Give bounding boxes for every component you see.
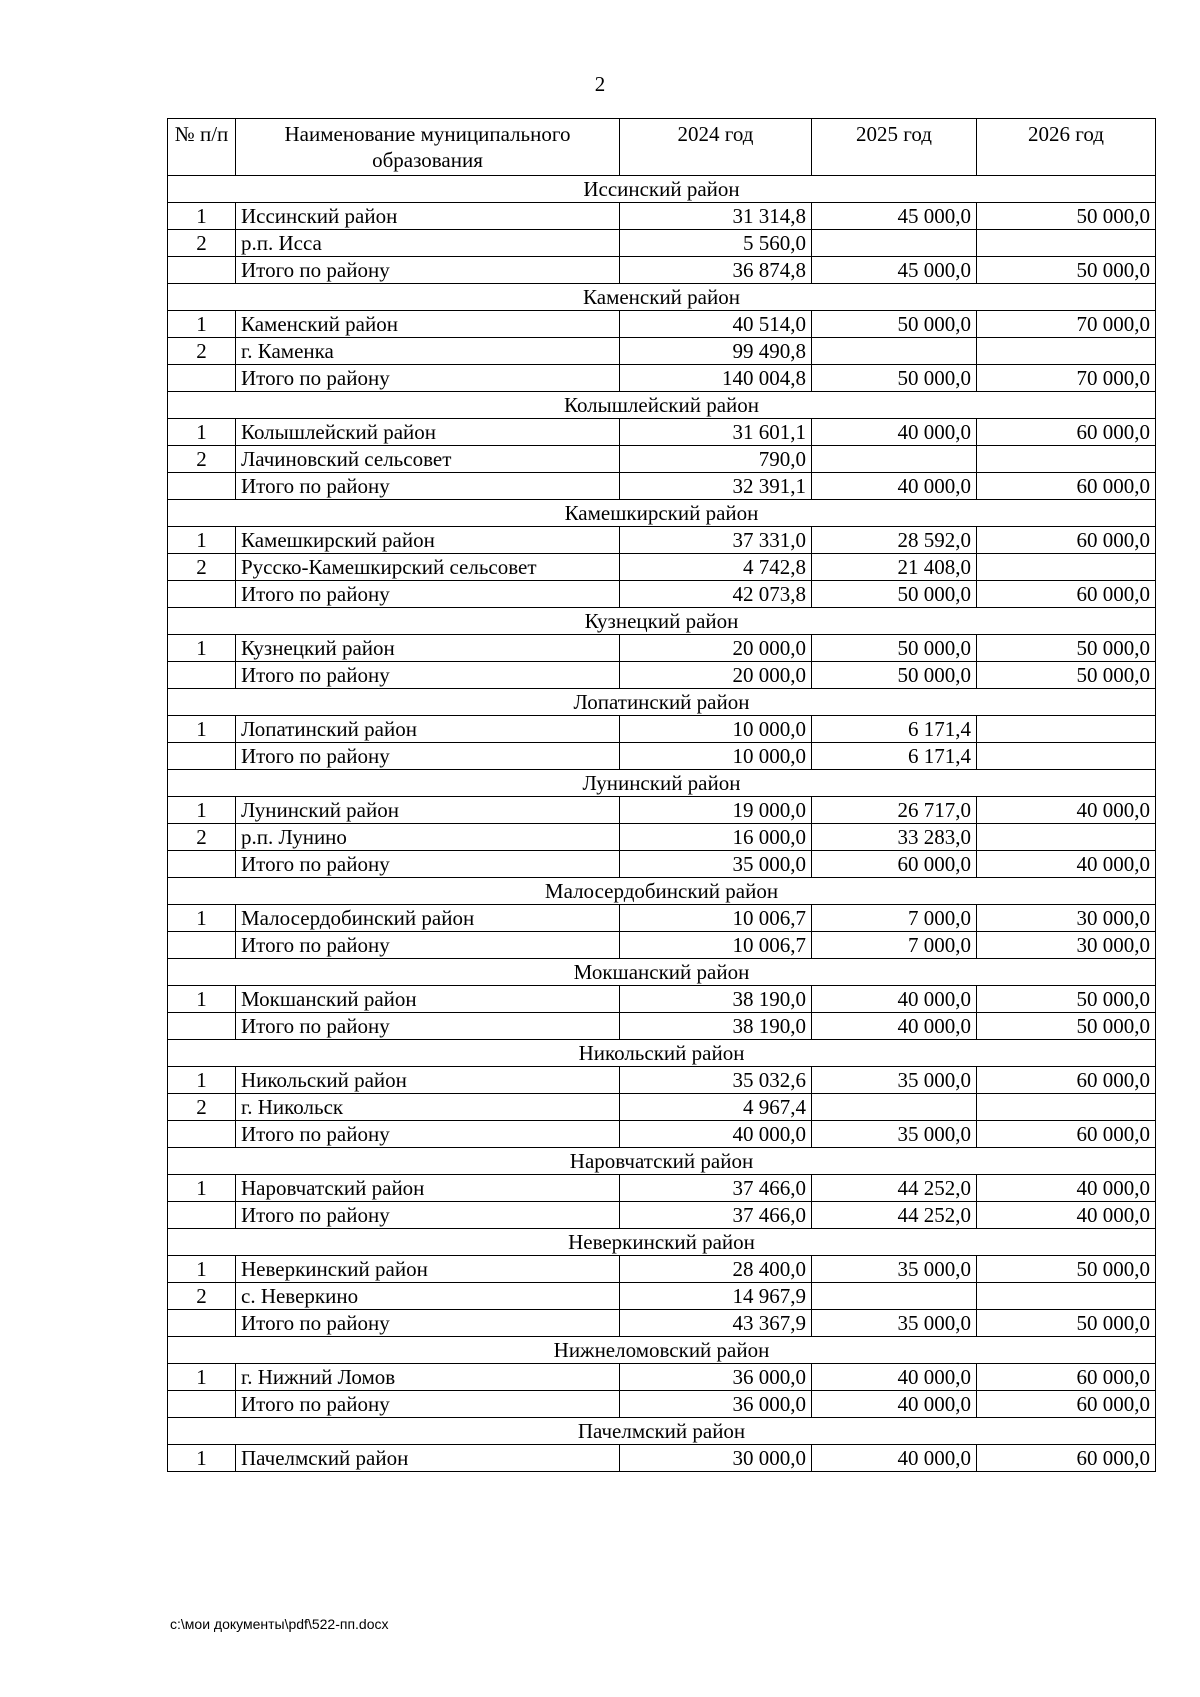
cell-y2024: 10 006,7 — [620, 905, 812, 932]
district-name: Лунинский район — [168, 770, 1156, 797]
cell-name: Наровчатский район — [236, 1175, 620, 1202]
cell-y2024: 35 032,6 — [620, 1067, 812, 1094]
cell-name: с. Неверкино — [236, 1283, 620, 1310]
cell-y2026: 50 000,0 — [977, 257, 1156, 284]
footer-file-path: c:\мои документы\pdf\522-пп.docx — [170, 1616, 389, 1632]
cell-y2026: 60 000,0 — [977, 527, 1156, 554]
table-row — [168, 230, 1156, 257]
cell-y2026: 50 000,0 — [977, 662, 1156, 689]
cell-y2026: 70 000,0 — [977, 311, 1156, 338]
cell-num: 2 — [168, 554, 236, 581]
cell-num: 2 — [168, 824, 236, 851]
cell-num: 1 — [168, 203, 236, 230]
cell-y2024: 40 514,0 — [620, 311, 812, 338]
cell-y2026: 60 000,0 — [977, 1364, 1156, 1391]
page-number: 2 — [594, 72, 606, 96]
cell-num — [168, 851, 236, 878]
header-2026: 2026 год — [977, 119, 1156, 176]
district-name: Мокшанский район — [168, 959, 1156, 986]
cell-y2026 — [977, 716, 1156, 743]
cell-y2024: 43 367,9 — [620, 1310, 812, 1337]
cell-num: 2 — [168, 1094, 236, 1121]
cell-name: Лопатинский район — [236, 716, 620, 743]
cell-name: р.п. Исса — [236, 230, 620, 257]
cell-y2024: 37 466,0 — [620, 1175, 812, 1202]
cell-y2026: 40 000,0 — [977, 1202, 1156, 1229]
cell-num: 1 — [168, 1175, 236, 1202]
total-row — [168, 257, 1156, 284]
cell-y2026: 60 000,0 — [977, 419, 1156, 446]
cell-y2025: 40 000,0 — [812, 1364, 977, 1391]
cell-y2025: 21 408,0 — [812, 554, 977, 581]
cell-y2026: 40 000,0 — [977, 851, 1156, 878]
cell-y2024: 99 490,8 — [620, 338, 812, 365]
cell-y2024: 19 000,0 — [620, 797, 812, 824]
cell-y2025: 7 000,0 — [812, 905, 977, 932]
table-row — [168, 203, 1156, 230]
cell-y2024: 35 000,0 — [620, 851, 812, 878]
table-row — [168, 905, 1156, 932]
district-name: Лопатинский район — [168, 689, 1156, 716]
cell-y2025: 44 252,0 — [812, 1202, 977, 1229]
district-name: Кузнецкий район — [168, 608, 1156, 635]
table-row — [168, 1094, 1156, 1121]
cell-y2026: 30 000,0 — [977, 905, 1156, 932]
cell-name: Мокшанский район — [236, 986, 620, 1013]
cell-y2024: 790,0 — [620, 446, 812, 473]
table-row — [168, 716, 1156, 743]
district-name: Неверкинский район — [168, 1229, 1156, 1256]
cell-y2025: 6 171,4 — [812, 743, 977, 770]
table-row — [168, 1175, 1156, 1202]
cell-num — [168, 473, 236, 500]
cell-y2026: 50 000,0 — [977, 1013, 1156, 1040]
cell-name: Неверкинский район — [236, 1256, 620, 1283]
cell-y2025: 50 000,0 — [812, 581, 977, 608]
cell-y2025: 45 000,0 — [812, 257, 977, 284]
cell-y2024: 20 000,0 — [620, 662, 812, 689]
header-num: № п/п — [168, 119, 236, 176]
cell-name: Малосердобинский район — [236, 905, 620, 932]
cell-name: Итого по району — [236, 1202, 620, 1229]
cell-y2024: 10 000,0 — [620, 743, 812, 770]
cell-y2024: 4 742,8 — [620, 554, 812, 581]
table-header — [168, 119, 1156, 176]
cell-y2026 — [977, 1094, 1156, 1121]
cell-y2024: 37 331,0 — [620, 527, 812, 554]
cell-num — [168, 365, 236, 392]
total-row — [168, 473, 1156, 500]
table-row — [168, 419, 1156, 446]
cell-num: 1 — [168, 419, 236, 446]
cell-name: Лачиновский сельсовет — [236, 446, 620, 473]
cell-num: 1 — [168, 986, 236, 1013]
cell-y2024: 28 400,0 — [620, 1256, 812, 1283]
cell-y2025 — [812, 338, 977, 365]
cell-y2024: 31 314,8 — [620, 203, 812, 230]
cell-y2025 — [812, 446, 977, 473]
cell-name: Итого по району — [236, 1013, 620, 1040]
district-header-row — [168, 500, 1156, 527]
cell-name: Иссинский район — [236, 203, 620, 230]
cell-y2024: 140 004,8 — [620, 365, 812, 392]
cell-y2026: 50 000,0 — [977, 203, 1156, 230]
cell-name: Итого по району — [236, 473, 620, 500]
table-row — [168, 1364, 1156, 1391]
total-row — [168, 932, 1156, 959]
cell-y2024: 31 601,1 — [620, 419, 812, 446]
cell-num — [168, 662, 236, 689]
cell-y2025: 7 000,0 — [812, 932, 977, 959]
header-2025: 2025 год — [812, 119, 977, 176]
total-row — [168, 1121, 1156, 1148]
cell-y2025: 40 000,0 — [812, 1391, 977, 1418]
cell-y2025 — [812, 1283, 977, 1310]
cell-y2024: 16 000,0 — [620, 824, 812, 851]
cell-y2025: 40 000,0 — [812, 419, 977, 446]
cell-y2024: 38 190,0 — [620, 1013, 812, 1040]
cell-y2025: 60 000,0 — [812, 851, 977, 878]
cell-y2026: 60 000,0 — [977, 1067, 1156, 1094]
cell-num — [168, 257, 236, 284]
cell-y2026 — [977, 1283, 1156, 1310]
total-row — [168, 1202, 1156, 1229]
total-row — [168, 1013, 1156, 1040]
cell-y2026 — [977, 824, 1156, 851]
cell-num: 1 — [168, 1445, 236, 1472]
cell-num — [168, 581, 236, 608]
cell-y2026 — [977, 338, 1156, 365]
district-name: Пачелмский район — [168, 1418, 1156, 1445]
cell-name: Итого по району — [236, 662, 620, 689]
total-row — [168, 365, 1156, 392]
cell-y2026: 50 000,0 — [977, 1310, 1156, 1337]
cell-name: г. Никольск — [236, 1094, 620, 1121]
district-header-row — [168, 1148, 1156, 1175]
cell-num: 2 — [168, 230, 236, 257]
cell-num: 1 — [168, 1364, 236, 1391]
total-row — [168, 581, 1156, 608]
cell-y2026 — [977, 230, 1156, 257]
district-name: Колышлейский район — [168, 392, 1156, 419]
cell-num: 1 — [168, 635, 236, 662]
cell-y2026: 30 000,0 — [977, 932, 1156, 959]
cell-num — [168, 1202, 236, 1229]
cell-y2024: 10 006,7 — [620, 932, 812, 959]
cell-y2025: 33 283,0 — [812, 824, 977, 851]
cell-y2025 — [812, 1094, 977, 1121]
cell-y2024: 32 391,1 — [620, 473, 812, 500]
cell-num: 2 — [168, 1283, 236, 1310]
cell-num — [168, 1310, 236, 1337]
cell-y2026: 60 000,0 — [977, 1445, 1156, 1472]
cell-name: р.п. Лунино — [236, 824, 620, 851]
district-header-row — [168, 959, 1156, 986]
district-header-row — [168, 1418, 1156, 1445]
cell-y2025: 50 000,0 — [812, 365, 977, 392]
cell-y2025: 50 000,0 — [812, 662, 977, 689]
cell-name: Итого по району — [236, 743, 620, 770]
district-header-row — [168, 608, 1156, 635]
cell-num: 1 — [168, 905, 236, 932]
header-name: Наименование муниципального образования — [236, 119, 620, 176]
table-row — [168, 1283, 1156, 1310]
cell-name: Русско-Камешкирский сельсовет — [236, 554, 620, 581]
cell-y2026 — [977, 743, 1156, 770]
cell-y2025: 35 000,0 — [812, 1067, 977, 1094]
cell-y2026: 60 000,0 — [977, 1391, 1156, 1418]
cell-num — [168, 1121, 236, 1148]
cell-y2025: 50 000,0 — [812, 311, 977, 338]
district-header-row — [168, 392, 1156, 419]
cell-num: 2 — [168, 338, 236, 365]
cell-y2026: 50 000,0 — [977, 1256, 1156, 1283]
cell-y2025: 40 000,0 — [812, 986, 977, 1013]
district-header-row — [168, 1337, 1156, 1364]
table-row — [168, 311, 1156, 338]
cell-num — [168, 743, 236, 770]
table-row — [168, 554, 1156, 581]
district-header-row — [168, 878, 1156, 905]
district-name: Малосердобинский район — [168, 878, 1156, 905]
cell-name: Итого по району — [236, 851, 620, 878]
cell-num — [168, 1013, 236, 1040]
cell-y2026 — [977, 554, 1156, 581]
cell-name: Итого по району — [236, 257, 620, 284]
district-name: Иссинский район — [168, 176, 1156, 203]
cell-name: Камешкирский район — [236, 527, 620, 554]
table-row — [168, 446, 1156, 473]
district-name: Камешкирский район — [168, 500, 1156, 527]
cell-y2024: 30 000,0 — [620, 1445, 812, 1472]
cell-y2024: 36 000,0 — [620, 1364, 812, 1391]
cell-y2024: 4 967,4 — [620, 1094, 812, 1121]
table-row — [168, 635, 1156, 662]
table-row — [168, 797, 1156, 824]
cell-y2024: 10 000,0 — [620, 716, 812, 743]
district-header-row — [168, 689, 1156, 716]
cell-name: Лунинский район — [236, 797, 620, 824]
district-name: Наровчатский район — [168, 1148, 1156, 1175]
cell-y2026: 40 000,0 — [977, 797, 1156, 824]
cell-y2024: 40 000,0 — [620, 1121, 812, 1148]
table-row — [168, 1067, 1156, 1094]
cell-y2024: 36 000,0 — [620, 1391, 812, 1418]
cell-y2025: 50 000,0 — [812, 635, 977, 662]
cell-y2024: 20 000,0 — [620, 635, 812, 662]
cell-y2026: 60 000,0 — [977, 581, 1156, 608]
cell-y2025: 28 592,0 — [812, 527, 977, 554]
table-row — [168, 527, 1156, 554]
cell-num: 2 — [168, 446, 236, 473]
district-header-row — [168, 284, 1156, 311]
budget-table — [167, 118, 1156, 1472]
total-row — [168, 662, 1156, 689]
cell-name: Колышлейский район — [236, 419, 620, 446]
cell-name: Кузнецкий район — [236, 635, 620, 662]
district-header-row — [168, 770, 1156, 797]
total-row — [168, 1310, 1156, 1337]
table-row — [168, 1256, 1156, 1283]
table-body — [168, 176, 1156, 1472]
cell-y2026: 50 000,0 — [977, 986, 1156, 1013]
total-row — [168, 851, 1156, 878]
cell-y2025 — [812, 230, 977, 257]
cell-name: Итого по району — [236, 1391, 620, 1418]
district-name: Каменский район — [168, 284, 1156, 311]
cell-name: Итого по району — [236, 581, 620, 608]
cell-name: Итого по району — [236, 365, 620, 392]
cell-name: Каменский район — [236, 311, 620, 338]
district-header-row — [168, 1040, 1156, 1067]
cell-y2026 — [977, 446, 1156, 473]
cell-y2025: 40 000,0 — [812, 1013, 977, 1040]
cell-y2026: 60 000,0 — [977, 1121, 1156, 1148]
cell-y2025: 35 000,0 — [812, 1310, 977, 1337]
table-row — [168, 824, 1156, 851]
table-row — [168, 338, 1156, 365]
cell-y2025: 35 000,0 — [812, 1256, 977, 1283]
cell-y2024: 36 874,8 — [620, 257, 812, 284]
cell-y2026: 40 000,0 — [977, 1175, 1156, 1202]
header-row — [168, 119, 1156, 176]
cell-name: Итого по району — [236, 1310, 620, 1337]
cell-name: Итого по району — [236, 932, 620, 959]
cell-y2024: 37 466,0 — [620, 1202, 812, 1229]
table-row — [168, 986, 1156, 1013]
cell-y2025: 45 000,0 — [812, 203, 977, 230]
cell-y2025: 40 000,0 — [812, 1445, 977, 1472]
cell-name: Пачелмский район — [236, 1445, 620, 1472]
table-row — [168, 1445, 1156, 1472]
cell-name: Никольский район — [236, 1067, 620, 1094]
cell-y2025: 6 171,4 — [812, 716, 977, 743]
cell-num — [168, 932, 236, 959]
cell-y2024: 5 560,0 — [620, 230, 812, 257]
total-row — [168, 1391, 1156, 1418]
cell-name: Итого по району — [236, 1121, 620, 1148]
header-2024: 2024 год — [620, 119, 812, 176]
cell-y2025: 26 717,0 — [812, 797, 977, 824]
district-header-row — [168, 176, 1156, 203]
cell-y2024: 42 073,8 — [620, 581, 812, 608]
district-header-row — [168, 1229, 1156, 1256]
cell-num: 1 — [168, 716, 236, 743]
cell-y2025: 35 000,0 — [812, 1121, 977, 1148]
cell-y2026: 50 000,0 — [977, 635, 1156, 662]
total-row — [168, 743, 1156, 770]
cell-num: 1 — [168, 311, 236, 338]
cell-num: 1 — [168, 527, 236, 554]
district-name: Никольский район — [168, 1040, 1156, 1067]
cell-name: г. Каменка — [236, 338, 620, 365]
district-name: Нижнеломовский район — [168, 1337, 1156, 1364]
cell-y2025: 44 252,0 — [812, 1175, 977, 1202]
cell-y2024: 14 967,9 — [620, 1283, 812, 1310]
cell-y2024: 38 190,0 — [620, 986, 812, 1013]
cell-num — [168, 1391, 236, 1418]
cell-num: 1 — [168, 1256, 236, 1283]
cell-y2026: 60 000,0 — [977, 473, 1156, 500]
cell-y2025: 40 000,0 — [812, 473, 977, 500]
cell-num: 1 — [168, 1067, 236, 1094]
cell-y2026: 70 000,0 — [977, 365, 1156, 392]
cell-num: 1 — [168, 797, 236, 824]
cell-name: г. Нижний Ломов — [236, 1364, 620, 1391]
